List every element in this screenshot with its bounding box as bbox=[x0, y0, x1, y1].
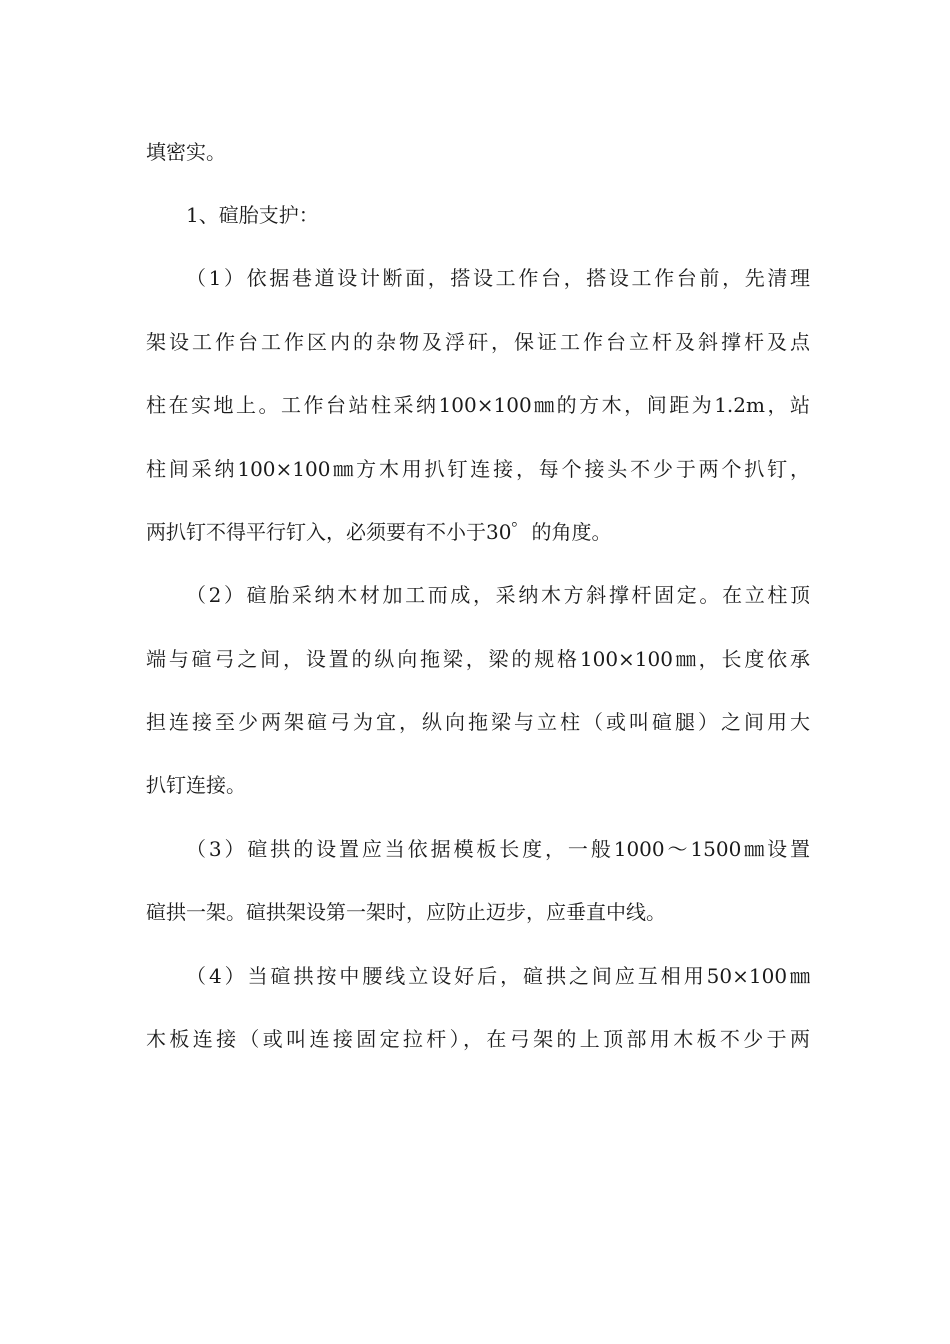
text-line: 扒钉连接。 bbox=[146, 773, 246, 797]
text-line: 端与碹弓之间，设置的纵向拖梁，梁的规格100×100㎜，长度依承 bbox=[146, 647, 810, 671]
text-line: 担连接至少两架碹弓为宜，纵向拖梁与立柱（或叫碹腿）之间用大 bbox=[146, 710, 810, 734]
text-line: 柱间采纳100×100㎜方木用扒钉连接，每个接头不少于两个扒钉， bbox=[146, 457, 810, 481]
text-line: 两扒钉不得平行钉入，必须要有不小于30゜的角度。 bbox=[146, 520, 612, 544]
text-line: （3）碹拱的设置应当依据模板长度，一般1000～1500㎜设置 bbox=[186, 837, 810, 861]
text-line: 碹拱一架。碹拱架设第一架时，应防止迈步，应垂直中线。 bbox=[146, 900, 666, 924]
text-line: （2）碹胎采纳木材加工而成，采纳木方斜撑杆固定。在立柱顶 bbox=[186, 583, 810, 607]
text-line: 柱在实地上。工作台站柱采纳100×100㎜的方木，间距为1.2m，站 bbox=[146, 393, 810, 417]
section-heading: 1、碹胎支护： bbox=[186, 203, 319, 227]
text-line: （4）当碹拱按中腰线立设好后，碹拱之间应互相用50×100㎜ bbox=[186, 964, 810, 988]
text-line: 木板连接（或叫连接固定拉杆），在弓架的上顶部用木板不少于两 bbox=[146, 1027, 810, 1051]
text-line: 填密实。 bbox=[146, 140, 226, 164]
text-line: （1）依据巷道设计断面，搭设工作台，搭设工作台前，先清理 bbox=[186, 266, 810, 290]
text-line: 架设工作台工作区内的杂物及浮矸，保证工作台立杆及斜撑杆及点 bbox=[146, 330, 810, 354]
